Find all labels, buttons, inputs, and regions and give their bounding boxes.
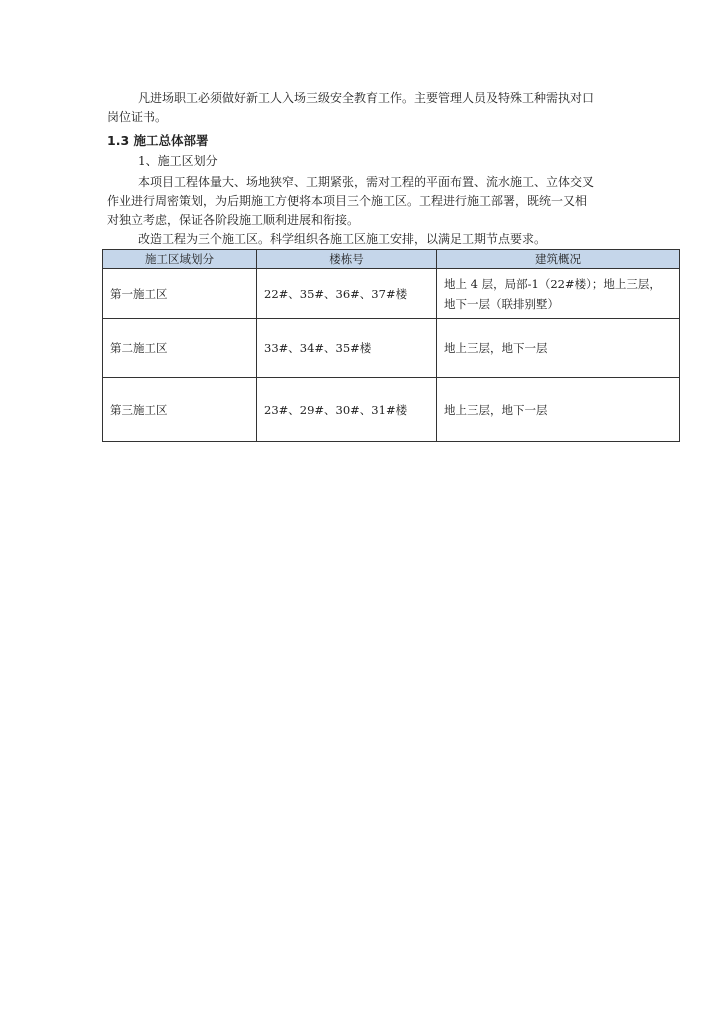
zone-cell: 第二施工区 (103, 319, 257, 378)
overview-line: 地上三层，地下一层 (444, 402, 548, 417)
overview-line: 地上 4 层，局部-1（22#楼）；地上三层， (444, 276, 661, 291)
overview-cell (437, 319, 680, 378)
overview-line: 地上三层，地下一层 (444, 341, 548, 355)
table-header-row (103, 250, 680, 269)
zone-cell: 第一施工区 (103, 269, 257, 319)
table-row (103, 269, 680, 319)
buildings-cell: 23#、29#、30#、31#楼 (257, 378, 437, 442)
paragraph-line: 岗位证书。 (107, 110, 168, 124)
paragraph-line: 凡进场职工必须做好新工人入场三级安全教育工作。主要管理人员及特殊工种需执对口 (138, 91, 595, 105)
construction-zone-table (102, 249, 680, 442)
overview-cell (437, 269, 680, 319)
paragraph-line: 改造工程为三个施工区。科学组织各施工区施工安排，以满足工期节点要求。 (138, 232, 547, 246)
section-heading: 1.3 施工总体部署 (107, 133, 209, 148)
paragraph-line: 本项目工程体量大、场地狭窄、工期紧张，需对工程的平面布置、流水施工、立体交叉 (138, 175, 595, 189)
paragraph-line: 对独立考虑，保证各阶段施工顺利进展和衔接。 (107, 213, 360, 227)
table-header-cell: 施工区域划分 (103, 250, 257, 269)
table-row (103, 378, 680, 442)
table-row (103, 319, 680, 378)
buildings-cell: 22#、35#、36#、37#楼 (257, 269, 437, 319)
table-header-cell: 建筑概况 (437, 250, 680, 269)
sub-heading: 1、施工区划分 (138, 154, 218, 168)
paragraph-line: 作业进行周密策划，为后期施工方便将本项目三个施工区。工程进行施工部署，既统一又相 (107, 194, 588, 208)
overview-line: 地下一层（联排别墅） (444, 296, 559, 311)
table-header-cell: 楼栋号 (257, 250, 437, 269)
overview-cell (437, 378, 680, 442)
zone-cell: 第三施工区 (103, 378, 257, 442)
buildings-cell: 33#、34#、35#楼 (257, 319, 437, 378)
